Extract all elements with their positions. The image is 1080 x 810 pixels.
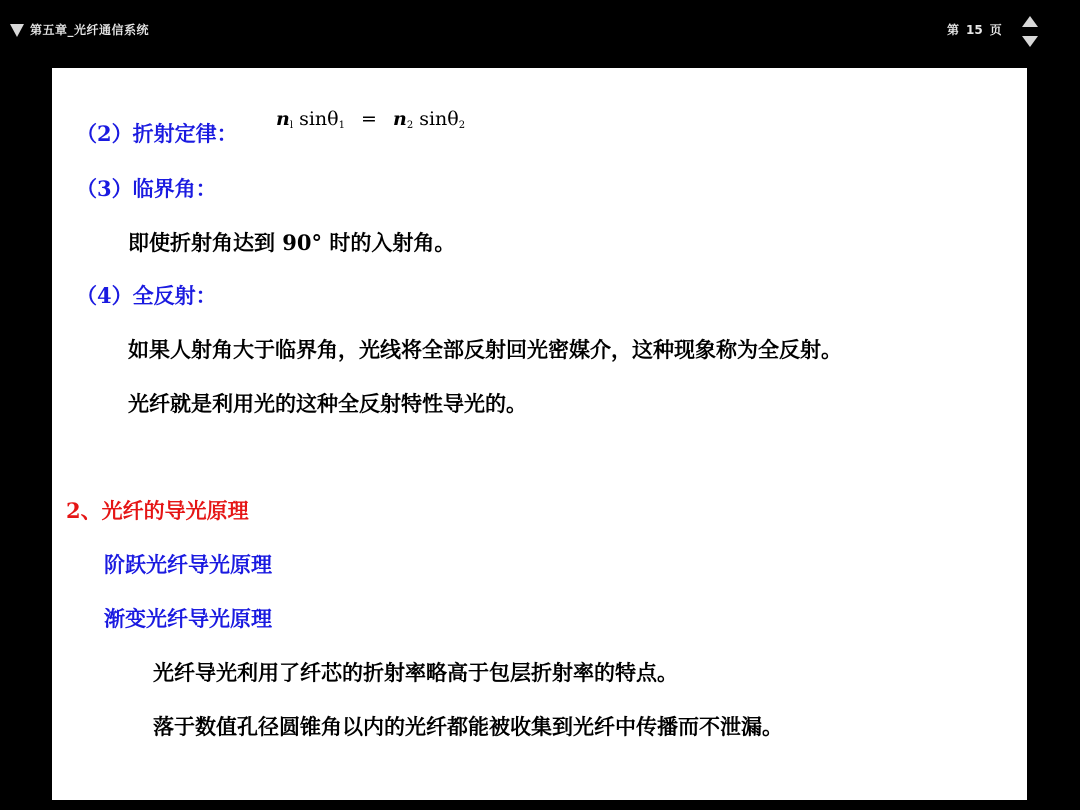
graded-text-2: 落于数值孔径圆锥角以内的光纤都能被收集到光纤中传播而不泄漏。 (153, 714, 783, 739)
chapter-title: 第五章_光纤通信系统 (30, 23, 150, 37)
next-page-icon[interactable] (1022, 36, 1038, 47)
top-bar (0, 0, 1080, 64)
page-prefix: 第 (947, 23, 960, 37)
graded-index-item[interactable]: 渐变光纤导光原理 (104, 606, 272, 631)
section-heading: 2、光纤的导光原理 (66, 498, 249, 523)
formula-n2-sub: 2 (406, 120, 414, 131)
step-index-item[interactable]: 阶跃光纤导光原理 (104, 552, 272, 577)
snell-law-formula (276, 108, 465, 131)
formula-theta1-sub: 1 (338, 120, 345, 131)
page-suffix: 页 (989, 23, 1002, 37)
total-reflection-label: （4）全反射： (76, 283, 217, 308)
fiber-usage-text: 光纤就是利用光的这种全反射特性导光的。 (128, 391, 527, 416)
total-reflection-text: 如果人射角大于临界角，光线将全部反射回光密媒介，这种现象称为全反射。 (128, 337, 842, 362)
critical-angle-text: 即使折射角达到 90° 时的入射角。 (128, 230, 456, 255)
formula-n2: n (392, 108, 407, 130)
critical-angle-label: （3）临界角： (76, 176, 217, 201)
page-indicator (947, 21, 1009, 38)
previous-page-icon[interactable] (1022, 16, 1038, 27)
formula-sin1: sinθ (299, 108, 339, 130)
formula-equals: = (361, 108, 377, 130)
formula-theta2-sub: 2 (458, 120, 466, 131)
graded-text-1: 光纤导光利用了纤芯的折射率略高于包层折射率的特点。 (153, 660, 678, 685)
page-number: 15 (966, 23, 983, 37)
formula-n1-sub: l (289, 120, 294, 131)
refraction-law-label: （2）折射定律： (76, 121, 238, 146)
menu-dropdown-icon[interactable] (10, 24, 24, 37)
slide-content (52, 68, 1027, 800)
formula-sin2: sinθ (419, 108, 459, 130)
formula-n1: n (276, 108, 290, 130)
